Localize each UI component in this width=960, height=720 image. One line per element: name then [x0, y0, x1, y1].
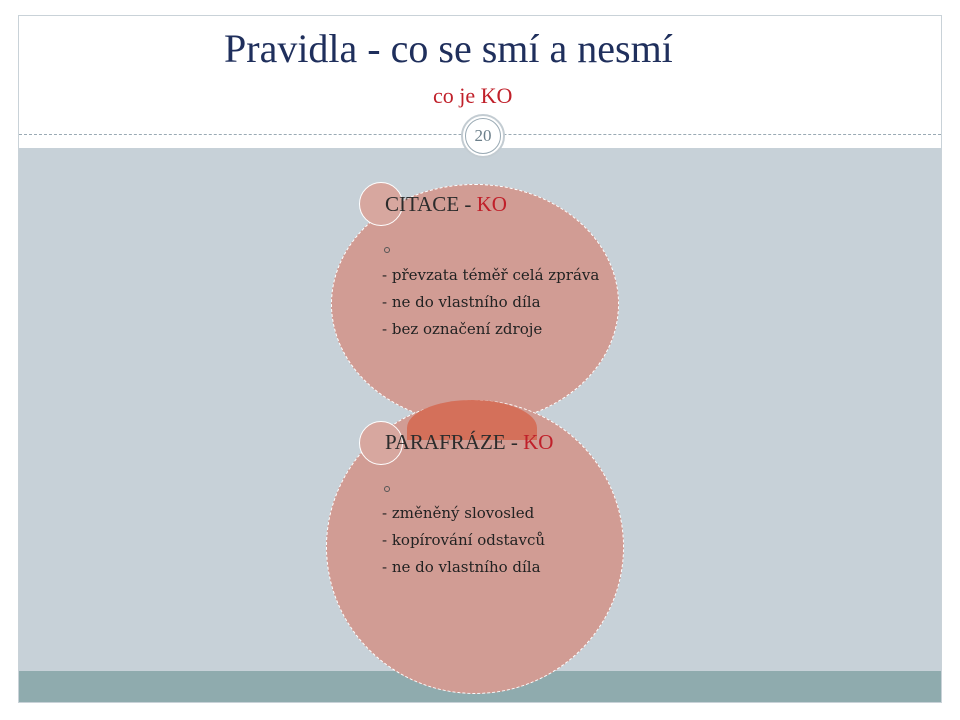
bullet-circle-icon	[384, 486, 390, 492]
slide-number-badge	[461, 114, 505, 158]
citace-list	[382, 262, 599, 343]
slide-title: Pravidla - co se smí a nesmí	[224, 26, 673, 71]
citace-heading-label: CITACE -	[385, 192, 477, 216]
slide	[18, 15, 942, 703]
parafraze-heading-ko: KO	[523, 430, 554, 454]
parafraze-list	[382, 500, 545, 581]
list-item: - změněný slovosled	[382, 504, 535, 522]
list-item: - ne do vlastního díla	[382, 558, 541, 576]
parafraze-heading-label: PARAFRÁZE -	[385, 430, 524, 454]
list-item: - převzata téměř celá zpráva	[382, 266, 600, 284]
citace-heading	[385, 192, 507, 217]
citace-heading-ko: KO	[476, 192, 507, 216]
list-item: - ne do vlastního díla	[382, 293, 541, 311]
list-item: - kopírování odstavců	[382, 531, 546, 549]
list-item: - bez označení zdroje	[382, 320, 543, 338]
slide-subtitle: co je KO	[433, 83, 513, 108]
bullet-circle-icon	[384, 247, 390, 253]
slide-number: 20	[465, 118, 501, 154]
parafraze-heading	[385, 430, 553, 455]
